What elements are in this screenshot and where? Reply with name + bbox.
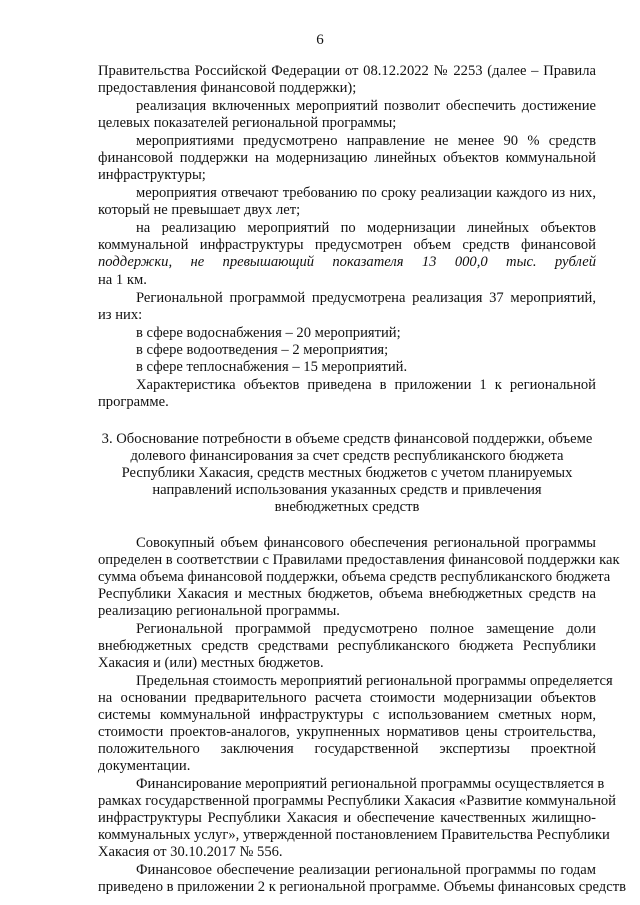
text-line: Совокупный объем финансового обеспечения региональной программы [136, 535, 596, 551]
text-line: из них: [98, 307, 143, 323]
text-line: определен в соответствии с Правилами предоставления финансовой поддержки как [98, 552, 620, 568]
text-line: инфраструктуры; [98, 167, 206, 183]
section-heading: долевого финансирования за счет средств республиканского бюджета [130, 448, 564, 464]
text-line: положительного заключения государственной экспертизы проектной [98, 741, 596, 757]
text-line: Республики Хакасия и местных бюджетов, объема внебюджетных средств на [98, 586, 596, 602]
text-line: который не превышает двух лет; [98, 202, 301, 218]
page-number: 6 [316, 32, 324, 48]
text-line: Региональной программой предусмотрено полное замещение доли [136, 621, 596, 637]
list-item: в сфере водоснабжения – 20 мероприятий; [136, 325, 401, 341]
text-line: Предельная стоимость мероприятий региональной программы определяется [136, 673, 613, 689]
text-line: Характеристика объектов приведена в приложении 1 к региональной [136, 377, 596, 393]
text-line: на 1 км. [98, 272, 147, 288]
text-line: документации. [98, 758, 191, 774]
list-item: в сфере теплоснабжения – 15 мероприятий. [136, 359, 408, 375]
text-line: внебюджетных средств средствами республиканского бюджета Республики [98, 638, 596, 654]
text-line: Финансирование мероприятий региональной программы осуществляется в [136, 776, 605, 792]
section-heading: 3. Обоснование потребности в объеме средств финансовой поддержки, объеме [101, 431, 593, 447]
text-line: системы коммунальной инфраструктуры с использованием сметных норм, [98, 707, 596, 723]
text-line: реализацию региональной программы. [98, 603, 340, 619]
section-heading: внебюджетных средств [274, 499, 420, 515]
text-line: инфраструктуры Республики Хакасия и обеспечение качественных жилищно- [98, 810, 596, 826]
text-line: рамках государственной программы Республики Хакасия «Развитие коммунальной [98, 793, 616, 809]
list-item: в сфере водоотведения – 2 мероприятия; [136, 342, 389, 358]
section-heading: направлений использования указанных средств и привлечения [152, 482, 542, 498]
text-line: предоставления финансовой поддержки); [98, 80, 357, 96]
text-line: Региональной программой предусмотрена реализация 37 мероприятий, [136, 290, 596, 306]
text-line: приведено в приложении 2 к региональной программе. Объемы финансовых средств [98, 879, 626, 895]
text-line: Хакасия и (или) местных бюджетов. [98, 655, 324, 671]
text-line: программе. [98, 394, 169, 410]
text-line: целевых показателей региональной программы; [98, 115, 397, 131]
text-line: финансовой поддержки на модернизацию линейных объектов коммунальной [98, 150, 596, 166]
text-line: Хакасия от 30.10.2017 № 556. [98, 844, 283, 860]
text-line: коммунальной инфраструктуры предусмотрен объем средств финансовой [98, 237, 596, 253]
section-heading: Республики Хакасия, средств местных бюджетов с учетом планируемых [121, 465, 573, 481]
text-line: Правительства Российской Федерации от 08.12.2022 № 2253 (далее – Правила [98, 63, 596, 79]
text-line: мероприятия отвечают требованию по сроку реализации каждого из них, [136, 185, 596, 201]
text-line: мероприятиями предусмотрено направление не менее 90 % средств [136, 133, 596, 149]
text-line: на основании предварительного расчета стоимости модернизации объектов [98, 690, 596, 706]
text-line: на реализацию мероприятий по модернизации линейных объектов [136, 220, 596, 236]
text-line: коммунальных услуг», утвержденной постановлением Правительства Республики [98, 827, 610, 843]
text-line: Финансовое обеспечение реализации региональной программы по годам [136, 862, 596, 878]
text-line: поддержки, не превышающий показателя 13 000,0 тыс. рублей [98, 254, 596, 270]
text-line: стоимости проектов-аналогов, укрупненных нормативов цены строительства, [98, 724, 596, 740]
text-line: реализация включенных мероприятий позволит обеспечить достижение [136, 98, 596, 114]
text-line: сумма объема финансовой поддержки, объема средств республиканского бюджета [98, 569, 611, 585]
